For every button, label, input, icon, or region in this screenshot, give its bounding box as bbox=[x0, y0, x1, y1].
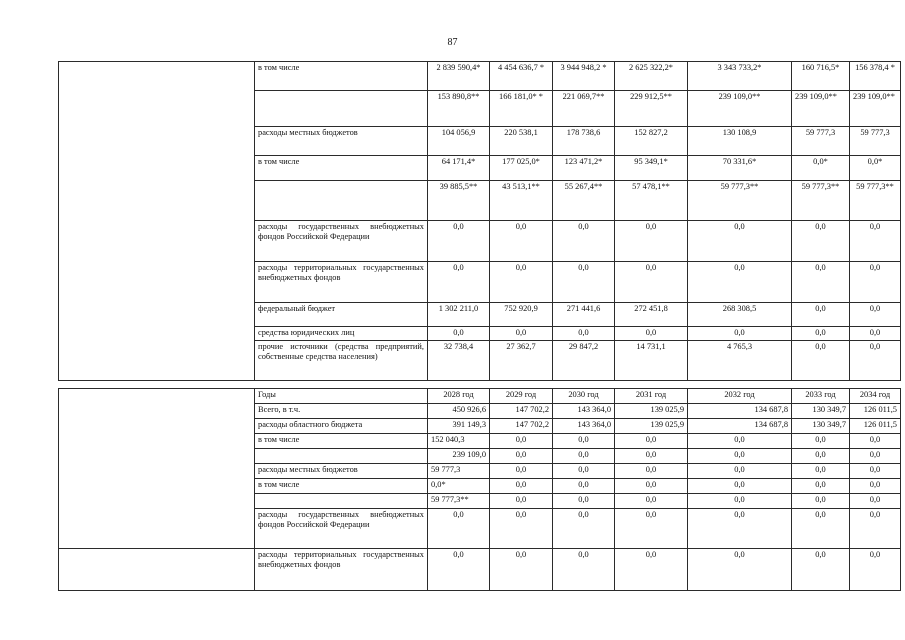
value-cell: 0,0 bbox=[553, 494, 615, 509]
value-cell: 0,0 bbox=[490, 479, 553, 494]
value-cell: 177 025,0* bbox=[490, 156, 553, 181]
table-row bbox=[59, 181, 901, 221]
value-cell: 0,0 bbox=[553, 221, 615, 262]
year-header: 2029 год bbox=[490, 389, 553, 404]
table-row bbox=[59, 404, 901, 419]
header-label: Годы bbox=[255, 389, 428, 404]
row-label: в том числе bbox=[255, 434, 428, 449]
value-cell: 0,0 bbox=[792, 549, 850, 591]
value-cell: 0,0 bbox=[850, 479, 901, 494]
value-cell: 391 149,3 bbox=[428, 419, 490, 434]
value-cell: 0,0 bbox=[553, 549, 615, 591]
value-cell: 239 109,0** bbox=[850, 91, 901, 127]
value-cell: 0,0 bbox=[688, 449, 792, 464]
value-cell: 0,0 bbox=[553, 479, 615, 494]
value-cell: 0,0 bbox=[688, 464, 792, 479]
value-cell: 752 920,9 bbox=[490, 303, 553, 327]
value-cell: 0,0 bbox=[428, 549, 490, 591]
blank-cell bbox=[59, 404, 255, 419]
value-cell: 160 716,5* bbox=[792, 62, 850, 91]
value-cell: 59 777,3** bbox=[688, 181, 792, 221]
value-cell: 239 109,0** bbox=[792, 91, 850, 127]
value-cell: 139 025,9 bbox=[615, 404, 688, 419]
value-cell: 271 441,6 bbox=[553, 303, 615, 327]
value-cell: 147 702,2 bbox=[490, 404, 553, 419]
value-cell: 0,0 bbox=[792, 327, 850, 341]
row-label bbox=[255, 91, 428, 127]
value-cell: 139 025,9 bbox=[615, 419, 688, 434]
value-cell: 239 109,0 bbox=[428, 449, 490, 464]
table-row bbox=[59, 327, 901, 341]
table-row bbox=[59, 479, 901, 494]
value-cell: 0,0 bbox=[792, 434, 850, 449]
value-cell: 143 364,0 bbox=[553, 419, 615, 434]
value-cell: 130 349,7 bbox=[792, 404, 850, 419]
blank-cell bbox=[59, 549, 255, 591]
value-cell: 0,0 bbox=[615, 494, 688, 509]
value-cell: 123 471,2* bbox=[553, 156, 615, 181]
value-cell: 0,0 bbox=[792, 341, 850, 381]
table-row bbox=[59, 449, 901, 464]
value-cell: 0,0 bbox=[490, 434, 553, 449]
value-cell: 152 827,2 bbox=[615, 127, 688, 156]
value-cell: 0,0 bbox=[615, 479, 688, 494]
value-cell: 0,0 bbox=[553, 449, 615, 464]
table-row bbox=[59, 62, 901, 91]
row-label: расходы государственных внебюджетных фондов Российской Федерации bbox=[255, 221, 428, 262]
blank-cell bbox=[59, 91, 255, 127]
table-row bbox=[59, 464, 901, 479]
value-cell: 220 538,1 bbox=[490, 127, 553, 156]
blank-cell bbox=[59, 494, 255, 509]
value-cell: 59 777,3 bbox=[850, 127, 901, 156]
table-row bbox=[59, 494, 901, 509]
row-label: в том числе bbox=[255, 479, 428, 494]
value-cell: 0,0 bbox=[792, 464, 850, 479]
value-cell: 59 777,3** bbox=[792, 181, 850, 221]
value-cell: 0,0 bbox=[490, 509, 553, 549]
year-header: 2034 год bbox=[850, 389, 901, 404]
table-row bbox=[59, 419, 901, 434]
value-cell: 0,0 bbox=[792, 479, 850, 494]
row-label: Всего, в т.ч. bbox=[255, 404, 428, 419]
blank-cell bbox=[59, 221, 255, 262]
value-cell: 0,0 bbox=[688, 479, 792, 494]
value-cell: 0,0 bbox=[615, 449, 688, 464]
value-cell: 166 181,0* * bbox=[490, 91, 553, 127]
value-cell: 0,0 bbox=[688, 509, 792, 549]
blank-cell bbox=[59, 389, 255, 404]
value-cell: 2 839 590,4* bbox=[428, 62, 490, 91]
value-cell: 0,0 bbox=[850, 464, 901, 479]
value-cell: 0,0* bbox=[792, 156, 850, 181]
blank-cell bbox=[59, 127, 255, 156]
value-cell: 126 011,5 bbox=[850, 419, 901, 434]
value-cell: 0,0 bbox=[615, 221, 688, 262]
value-cell: 3 944 948,2 * bbox=[553, 62, 615, 91]
blank-cell bbox=[59, 419, 255, 434]
value-cell: 0,0 bbox=[428, 221, 490, 262]
value-cell: 0,0 bbox=[490, 549, 553, 591]
value-cell: 0,0 bbox=[428, 509, 490, 549]
value-cell: 59 777,3 bbox=[792, 127, 850, 156]
value-cell: 0,0 bbox=[792, 494, 850, 509]
row-label: расходы местных бюджетов bbox=[255, 127, 428, 156]
value-cell: 104 056,9 bbox=[428, 127, 490, 156]
table-row bbox=[59, 91, 901, 127]
row-label: средства юридических лиц bbox=[255, 327, 428, 341]
value-cell: 153 890,8** bbox=[428, 91, 490, 127]
value-cell: 0,0 bbox=[553, 262, 615, 303]
value-cell: 0,0 bbox=[553, 509, 615, 549]
blank-cell bbox=[59, 449, 255, 464]
value-cell: 70 331,6* bbox=[688, 156, 792, 181]
table-header-row bbox=[59, 389, 901, 404]
value-cell: 178 738,6 bbox=[553, 127, 615, 156]
value-cell: 0,0 bbox=[850, 327, 901, 341]
blank-cell bbox=[59, 434, 255, 449]
table-row bbox=[59, 341, 901, 381]
year-header: 2033 год bbox=[792, 389, 850, 404]
value-cell: 0,0 bbox=[850, 494, 901, 509]
value-cell: 0,0 bbox=[615, 262, 688, 303]
row-label: расходы государственных внебюджетных фондов Российской Федерации bbox=[255, 509, 428, 549]
value-cell: 0,0 bbox=[688, 262, 792, 303]
value-cell: 130 108,9 bbox=[688, 127, 792, 156]
value-cell: 0,0 bbox=[688, 327, 792, 341]
value-cell: 0,0 bbox=[850, 341, 901, 381]
financing-table-part1 bbox=[58, 61, 901, 381]
blank-cell bbox=[59, 479, 255, 494]
table-row bbox=[59, 509, 901, 549]
value-cell: 0,0 bbox=[850, 509, 901, 549]
value-cell: 0,0 bbox=[792, 449, 850, 464]
row-label: расходы территориальных государственных внебюджетных фондов bbox=[255, 262, 428, 303]
value-cell: 0,0 bbox=[688, 221, 792, 262]
value-cell: 0,0 bbox=[490, 327, 553, 341]
value-cell: 134 687,8 bbox=[688, 404, 792, 419]
value-cell: 272 451,8 bbox=[615, 303, 688, 327]
blank-cell bbox=[59, 62, 255, 91]
value-cell: 0,0 bbox=[553, 327, 615, 341]
year-header: 2032 год bbox=[688, 389, 792, 404]
value-cell: 0,0 bbox=[553, 464, 615, 479]
row-label: федеральный бюджет bbox=[255, 303, 428, 327]
value-cell: 32 738,4 bbox=[428, 341, 490, 381]
value-cell: 95 349,1* bbox=[615, 156, 688, 181]
value-cell: 0,0 bbox=[428, 262, 490, 303]
value-cell: 64 171,4* bbox=[428, 156, 490, 181]
row-label bbox=[255, 181, 428, 221]
value-cell: 143 364,0 bbox=[553, 404, 615, 419]
value-cell: 147 702,2 bbox=[490, 419, 553, 434]
value-cell: 57 478,1** bbox=[615, 181, 688, 221]
table-row bbox=[59, 434, 901, 449]
value-cell: 0,0 bbox=[490, 464, 553, 479]
value-cell: 59 777,3** bbox=[428, 494, 490, 509]
value-cell: 3 343 733,2* bbox=[688, 62, 792, 91]
value-cell: 152 040,3 bbox=[428, 434, 490, 449]
value-cell: 14 731,1 bbox=[615, 341, 688, 381]
blank-cell bbox=[59, 341, 255, 381]
value-cell: 0,0 bbox=[792, 509, 850, 549]
value-cell: 0,0* bbox=[850, 156, 901, 181]
financing-table-part2 bbox=[58, 388, 901, 591]
value-cell: 2 625 322,2* bbox=[615, 62, 688, 91]
value-cell: 59 777,3** bbox=[850, 181, 901, 221]
row-label: в том числе bbox=[255, 156, 428, 181]
value-cell: 0,0 bbox=[490, 262, 553, 303]
value-cell: 0,0* bbox=[428, 479, 490, 494]
year-header: 2031 год bbox=[615, 389, 688, 404]
table-row bbox=[59, 127, 901, 156]
value-cell: 0,0 bbox=[792, 303, 850, 327]
value-cell: 0,0 bbox=[688, 494, 792, 509]
row-label bbox=[255, 449, 428, 464]
value-cell: 0,0 bbox=[850, 221, 901, 262]
value-cell: 0,0 bbox=[615, 509, 688, 549]
value-cell: 29 847,2 bbox=[553, 341, 615, 381]
table-row bbox=[59, 549, 901, 591]
table-row bbox=[59, 156, 901, 181]
blank-cell bbox=[59, 464, 255, 479]
page-number: 87 bbox=[447, 37, 458, 48]
value-cell: 0,0 bbox=[490, 449, 553, 464]
value-cell: 1 302 211,0 bbox=[428, 303, 490, 327]
value-cell: 0,0 bbox=[615, 549, 688, 591]
value-cell: 0,0 bbox=[615, 434, 688, 449]
value-cell: 0,0 bbox=[615, 327, 688, 341]
value-cell: 27 362,7 bbox=[490, 341, 553, 381]
value-cell: 0,0 bbox=[850, 262, 901, 303]
value-cell: 134 687,8 bbox=[688, 419, 792, 434]
value-cell: 4 454 636,7 * bbox=[490, 62, 553, 91]
row-label: прочие источники (средства предприятий, собственные средства населения) bbox=[255, 341, 428, 381]
blank-cell bbox=[59, 156, 255, 181]
value-cell: 239 109,0** bbox=[688, 91, 792, 127]
value-cell: 0,0 bbox=[792, 262, 850, 303]
blank-cell bbox=[59, 181, 255, 221]
blank-cell bbox=[59, 303, 255, 327]
table-row bbox=[59, 262, 901, 303]
row-label: расходы областного бюджета bbox=[255, 419, 428, 434]
value-cell: 0,0 bbox=[553, 434, 615, 449]
value-cell: 130 349,7 bbox=[792, 419, 850, 434]
value-cell: 268 308,5 bbox=[688, 303, 792, 327]
value-cell: 43 513,1** bbox=[490, 181, 553, 221]
value-cell: 0,0 bbox=[490, 221, 553, 262]
value-cell: 39 885,5** bbox=[428, 181, 490, 221]
value-cell: 126 011,5 bbox=[850, 404, 901, 419]
row-label: расходы территориальных государственных внебюджетных фондов bbox=[255, 549, 428, 591]
value-cell: 0,0 bbox=[850, 449, 901, 464]
row-label bbox=[255, 494, 428, 509]
value-cell: 0,0 bbox=[850, 303, 901, 327]
year-header: 2030 год bbox=[553, 389, 615, 404]
table-row bbox=[59, 303, 901, 327]
row-label: в том числе bbox=[255, 62, 428, 91]
value-cell: 0,0 bbox=[615, 464, 688, 479]
value-cell: 221 069,7** bbox=[553, 91, 615, 127]
value-cell: 229 912,5** bbox=[615, 91, 688, 127]
value-cell: 450 926,6 bbox=[428, 404, 490, 419]
value-cell: 0,0 bbox=[850, 549, 901, 591]
blank-cell bbox=[59, 262, 255, 303]
blank-cell bbox=[59, 327, 255, 341]
value-cell: 156 378,4 * bbox=[850, 62, 901, 91]
value-cell: 0,0 bbox=[688, 434, 792, 449]
value-cell: 0,0 bbox=[688, 549, 792, 591]
blank-cell bbox=[59, 509, 255, 549]
value-cell: 59 777,3 bbox=[428, 464, 490, 479]
row-label: расходы местных бюджетов bbox=[255, 464, 428, 479]
table-row bbox=[59, 221, 901, 262]
value-cell: 0,0 bbox=[428, 327, 490, 341]
value-cell: 4 765,3 bbox=[688, 341, 792, 381]
value-cell: 0,0 bbox=[850, 434, 901, 449]
value-cell: 55 267,4** bbox=[553, 181, 615, 221]
year-header: 2028 год bbox=[428, 389, 490, 404]
value-cell: 0,0 bbox=[792, 221, 850, 262]
value-cell: 0,0 bbox=[490, 494, 553, 509]
